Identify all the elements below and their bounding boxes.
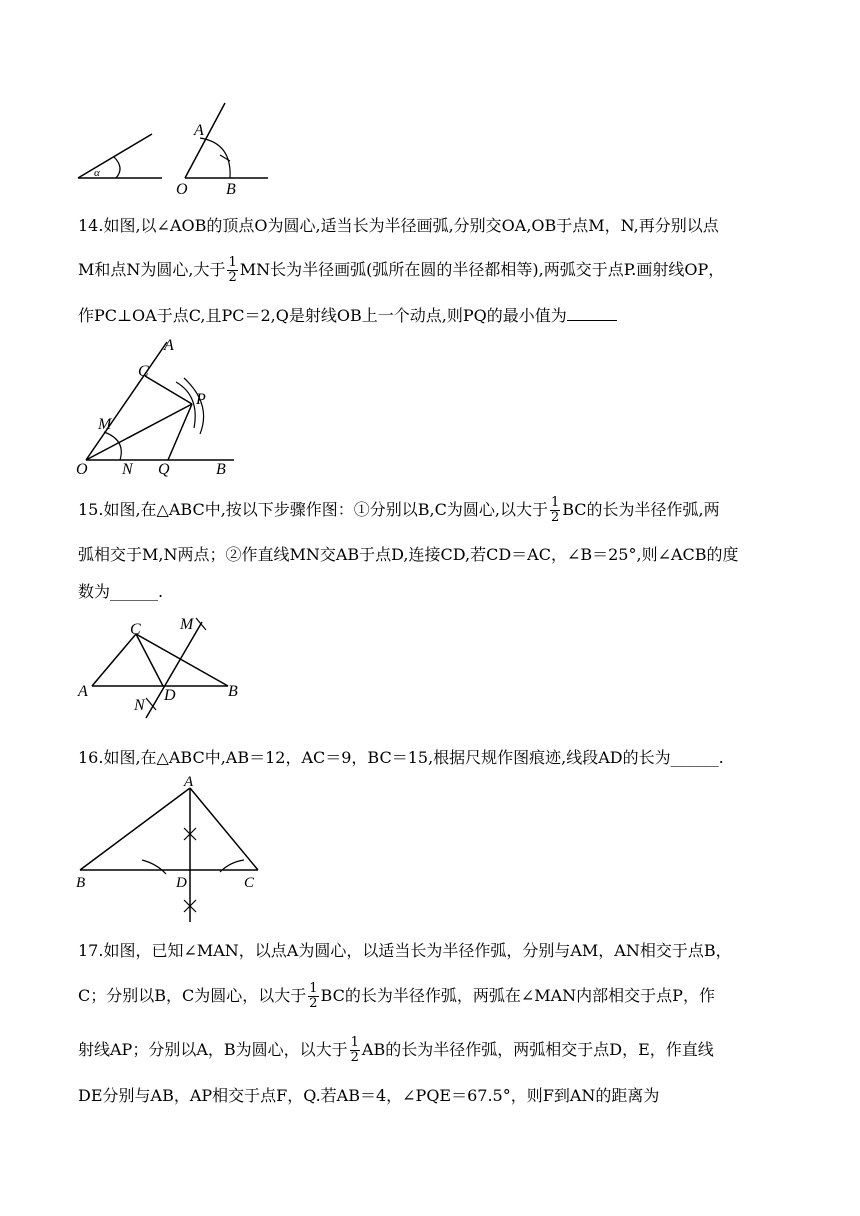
q17-line3: 射线AP；分别以A，B为圆心，以大于 $\frac{1}{2}$ AB的长为半径作弧，两弧相交于点D，E，作直线 (78, 1035, 714, 1065)
label-O: O (176, 181, 188, 198)
label-A: A (184, 774, 194, 790)
figure-q13 (70, 98, 290, 198)
q15-line1: 15.如图,在△ABC中,按以下步骤作图：①分别以B,C为圆心,以大于 $\frac{1}{2}$ BC的长为半径作弧,两 (78, 495, 720, 525)
label-A: A (194, 122, 204, 139)
label-N: N (134, 697, 145, 714)
q14-line3: 作PC⊥OA于点C,且PC＝2,Q是射线OB上一个动点,则PQ的最小值为 (78, 303, 617, 326)
label-B: B (216, 461, 226, 478)
figure-q14 (72, 330, 252, 480)
label-B: B (226, 181, 236, 198)
fraction: $\frac{1}{2}$ (228, 255, 237, 285)
label-M: M (180, 616, 194, 633)
label-D: D (164, 687, 176, 704)
q14-line1: 14.如图,以∠AOB的顶点O为圆心,适当长为半径画弧,分别交OA,OB于点M，N,再分别以点 (78, 216, 719, 235)
label-D: D (176, 875, 187, 891)
q15-line3: 数为______. (78, 582, 164, 601)
label-A: A (78, 683, 88, 700)
label-B: B (228, 683, 238, 700)
q15-line2: 弧相交于M,N两点；②作直线MN交AB于点D,连接CD,若CD＝AC，∠B＝25°,则∠ACB的度 (78, 545, 739, 564)
figure-q15 (76, 612, 256, 722)
q14-line2: M和点N为圆心,大于 $\frac{1}{2}$ MN长为半径画弧(弧所在圆的半径都相等),两弧交于点P.画射线OP， (78, 255, 725, 285)
q17-line2: C；分别以B，C为圆心，以大于 $\frac{1}{2}$ BC的长为半径作弧，两弧在∠MAN内部相交于点P，作 (78, 981, 715, 1011)
fraction: $\frac{1}{2}$ (350, 1035, 359, 1065)
label-N: N (122, 461, 133, 478)
label-P: P (196, 391, 206, 408)
q16-line1: 16.如图,在△ABC中,AB＝12，AC＝9，BC＝15,根据尺规作图痕迹,线段AD的长为______. (78, 748, 724, 767)
label-C: C (130, 621, 141, 638)
label-alpha: α (94, 167, 100, 179)
label-M: M (98, 416, 112, 433)
q17-line1: 17.如图，已知∠MAN，以点A为圆心，以适当长为半径作弧，分别与AM，AN相交于点B， (78, 941, 732, 960)
label-C: C (244, 875, 255, 891)
label-O: O (76, 461, 88, 478)
label-B: B (76, 875, 86, 891)
fraction: $\frac{1}{2}$ (550, 495, 560, 525)
q17-line4: DE分别与AB，AP相交于点F，Q.若AB＝4，∠PQE＝67.5°，则F到AN的距离为 (78, 1086, 660, 1105)
answer-blank (567, 306, 617, 321)
fraction: $\frac{1}{2}$ (309, 981, 318, 1011)
figure-q16 (72, 772, 272, 932)
label-A: A (164, 337, 174, 354)
label-Q: Q (158, 461, 170, 478)
label-C: C (138, 363, 149, 380)
